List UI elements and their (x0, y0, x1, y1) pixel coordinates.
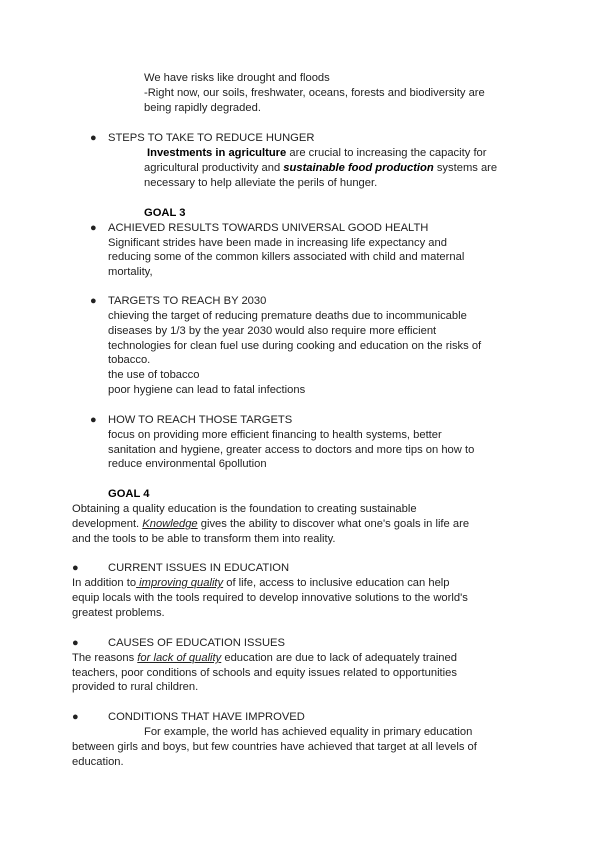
goal4-s2-line-3: provided to rural children. (72, 681, 199, 693)
goal4-s1-line-1 (72, 576, 450, 590)
intro-line-3: being rapidly degraded. (144, 102, 261, 114)
knowledge-link[interactable]: Knowledge (142, 518, 198, 530)
goal4-p1-line-2 (72, 517, 469, 531)
improving-quality-link[interactable]: improving quality (136, 577, 224, 589)
steps-text-2b: systems are (433, 162, 498, 174)
goal4-s2-text-1b: education are due to lack of adequately trained (221, 652, 457, 664)
goal4-s2-heading: CAUSES OF EDUCATION ISSUES (108, 637, 285, 649)
goal4-s1-line-3: greatest problems. (72, 607, 165, 619)
goal3-s3-line-2: sanitation and hygiene, greater access to doctors and more tips on how to (108, 444, 475, 456)
goal4-s1-heading: CURRENT ISSUES IN EDUCATION (108, 562, 290, 574)
goal3-s1-line-1: Significant strides have been made in increasing life expectancy and (108, 237, 447, 249)
goal4-p1-line-3: and the tools to be able to transform them into reality. (72, 533, 336, 545)
bullet-steps: ● (90, 132, 97, 144)
goal4-p1-text-2b: gives the ability to discover what one's goals in life are (197, 518, 470, 530)
goal4-s1-line-2: equip locals with the tools required to develop innovative solutions to the world's (72, 592, 468, 604)
bullet-goal3-s1: ● (90, 222, 97, 234)
goal3-s1-line-3: mortality, (108, 266, 153, 278)
goal4-s1-text-1b: of life, access to inclusive education can help (223, 577, 450, 589)
steps-bold-1: Investments in agriculture (147, 147, 287, 159)
steps-text-2a: agricultural productivity and (144, 162, 284, 174)
goal3-s2-line-5: the use of tobacco (108, 369, 200, 381)
goal4-p1-line-1: Obtaining a quality education is the foundation to creating sustainable (72, 503, 417, 515)
intro-line-1: We have risks like drought and floods (144, 72, 330, 84)
steps-bold-2: sustainable food production (283, 162, 434, 174)
goal4-s3-line-3: education. (72, 756, 124, 768)
goal3-title: GOAL 3 (144, 207, 186, 219)
goal3-s3-heading: HOW TO REACH THOSE TARGETS (108, 414, 293, 426)
steps-heading: STEPS TO TAKE TO REDUCE HUNGER (108, 132, 315, 144)
goal4-s2-text-1a: The reasons (72, 652, 138, 664)
goal4-s3-line-1: For example, the world has achieved equality in primary education (144, 726, 473, 738)
goal4-s3-heading: CONDITIONS THAT HAVE IMPROVED (108, 711, 305, 723)
bullet-goal4-s3: ● (72, 711, 79, 723)
goal3-s2-line-3: technologies for clean fuel use during cooking and education on the risks of (108, 340, 482, 352)
bullet-goal4-s1: ● (72, 562, 79, 574)
goal3-s2-line-2: diseases by 1/3 by the year 2030 would also require more efficient (108, 325, 437, 337)
goal4-s2-line-2: teachers, poor conditions of schools and equity issues related to opportunities (72, 667, 457, 679)
goal4-s1-text-1a: In addition to (72, 577, 137, 589)
steps-line-2 (144, 161, 497, 175)
bullet-goal3-s2: ● (90, 295, 97, 307)
steps-text-1: are crucial to increasing the capacity for (286, 147, 487, 159)
steps-line-3: necessary to help alleviate the perils of hunger. (144, 177, 378, 189)
bullet-goal4-s2: ● (72, 637, 79, 649)
steps-line-1 (147, 146, 487, 160)
goal3-s1-heading: ACHIEVED RESULTS TOWARDS UNIVERSAL GOOD HEALTH (108, 222, 429, 234)
goal3-s1-line-2: reducing some of the common killers associated with child and maternal (108, 251, 465, 263)
goal3-s2-line-4: tobacco. (108, 354, 151, 366)
goal4-p1-text-2a: development. (72, 518, 143, 530)
goal3-s2-heading: TARGETS TO REACH BY 2030 (108, 295, 267, 307)
goal3-s3-line-1: focus on providing more efficient financing to health systems, better (108, 429, 442, 441)
goal3-s2-line-6: poor hygiene can lead to fatal infections (108, 384, 306, 396)
bullet-goal3-s3: ● (90, 414, 97, 426)
goal3-s3-line-3: reduce environmental 6pollution (108, 458, 267, 470)
goal3-s2-line-1: chieving the target of reducing premature deaths due to incommunicable (108, 310, 467, 322)
goal4-s2-line-1 (72, 651, 457, 665)
lack-of-quality-link[interactable]: for lack of quality (137, 652, 222, 664)
intro-line-2: -Right now, our soils, freshwater, oceans, forests and biodiversity are (144, 87, 485, 99)
goal4-title: GOAL 4 (108, 488, 150, 500)
goal4-s3-line-2: between girls and boys, but few countries have achieved that target at all levels of (72, 741, 477, 753)
